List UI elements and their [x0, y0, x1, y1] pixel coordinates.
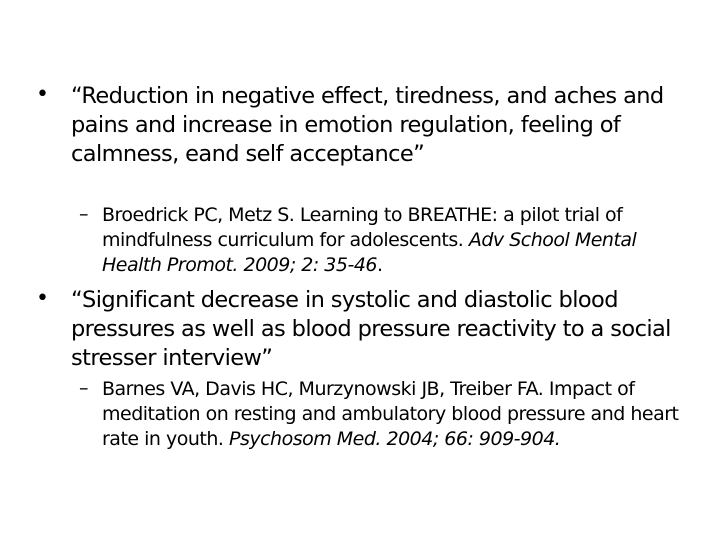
bullet-text: “Reduction in negative effect, tiredness, and aches and pains and increase in emotion regulation, feeling of calmness, eand self acceptance”: [71, 83, 664, 167]
reference-barnes: [79, 377, 679, 452]
reference-journal: Psychosom Med. 2004; 66: 909-904.: [228, 428, 561, 450]
reference-end: .: [377, 254, 383, 276]
bullet-marker: •: [36, 286, 49, 311]
bullet-item-reduction: [36, 82, 676, 169]
sub-bullet-marker: –: [79, 377, 89, 399]
bullet-text: “Significant decrease in systolic and diastolic blood pressures as well as blood pressure reactivity to a social stresser interview”: [71, 287, 671, 371]
reference-text: [102, 203, 679, 278]
reference-broedrick: [79, 203, 679, 278]
reference-plain: Broedrick PC, Metz S. Learning to BREATHE: a pilot trial of mindfulness curriculum for adolescents.: [102, 204, 623, 251]
bullet-marker: •: [36, 82, 49, 107]
reference-plain: Barnes VA, Davis HC, Murzynowski JB, Treiber FA. Impact of meditation on resting and ambulatory blood pressure and heart rate in youth.: [102, 378, 679, 450]
bullet-item-significant: [36, 286, 676, 373]
reference-text: [102, 377, 679, 452]
sub-bullet-marker: –: [79, 203, 89, 225]
reference-journal: Adv School Mental Health Promot. 2009; 2: 35-46: [102, 229, 637, 276]
